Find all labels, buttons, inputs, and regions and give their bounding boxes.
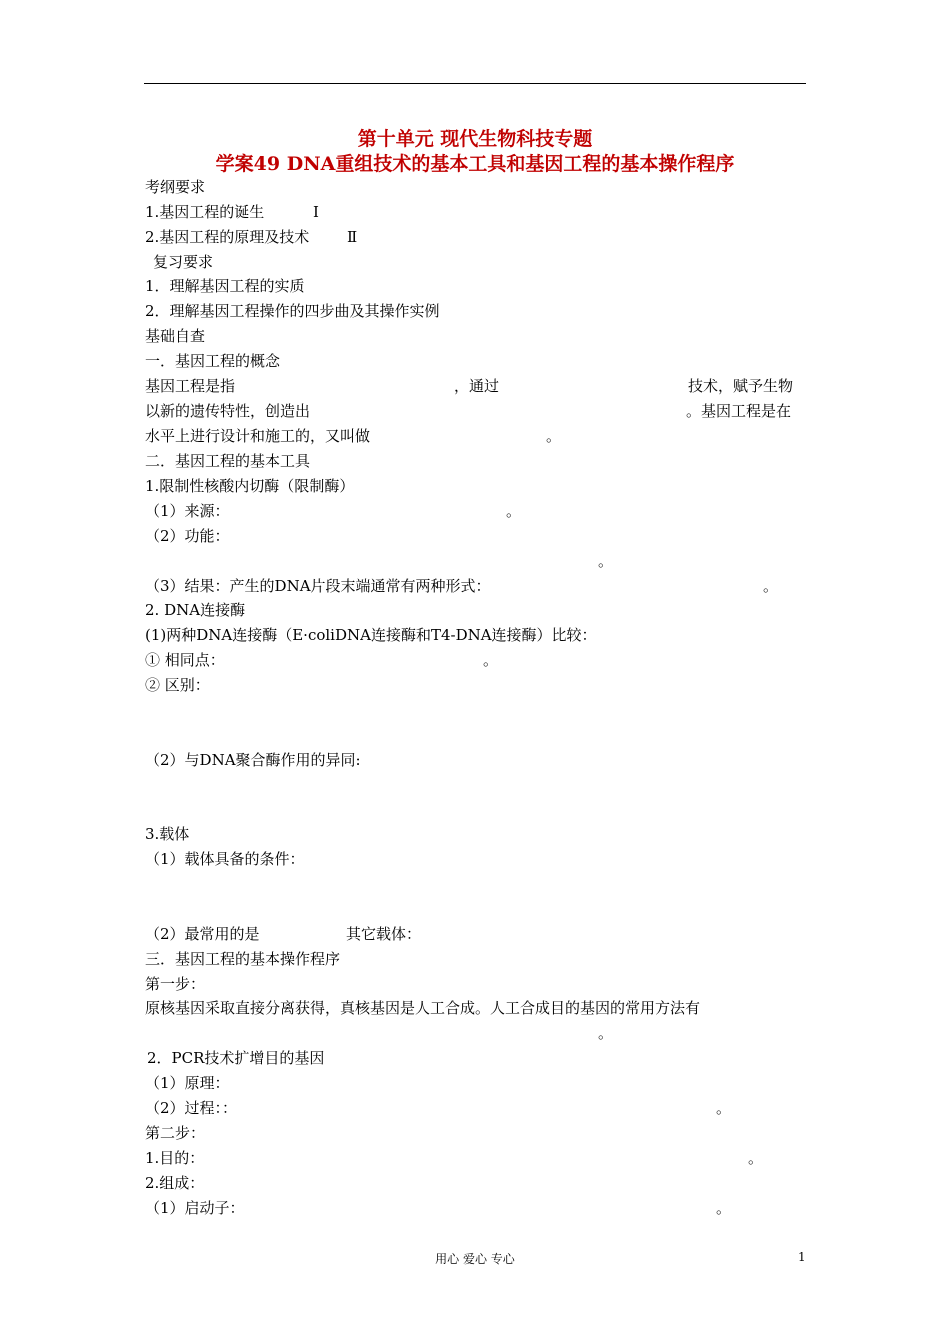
text-line: 三．基因工程的基本操作程序 bbox=[145, 950, 341, 968]
header-rule bbox=[144, 83, 806, 84]
text-line: 。 bbox=[716, 1199, 732, 1217]
text-line: 1.限制性核酸内切酶（限制酶） bbox=[145, 477, 355, 495]
text-line: 第二步： bbox=[145, 1124, 206, 1142]
text-line: （1）载体具备的条件： bbox=[145, 850, 305, 868]
page-number: 1 bbox=[798, 1250, 806, 1264]
text-line: 1.目的： bbox=[145, 1149, 205, 1167]
text-line: （3）结果：产生的DNA片段末端通常有两种形式： bbox=[145, 577, 491, 595]
text-line: 2.组成： bbox=[145, 1174, 205, 1192]
text-line: 。 bbox=[763, 577, 779, 595]
footer-text: 用心 爱心 专心 bbox=[435, 1252, 515, 1266]
text-line: 1.基因工程的诞生 bbox=[145, 203, 265, 221]
text-line: 基因工程是指 bbox=[145, 377, 236, 395]
text-line: 一．基因工程的概念 bbox=[145, 352, 281, 370]
text-line: Ⅱ bbox=[347, 228, 358, 246]
text-line: 。 bbox=[598, 552, 614, 570]
text-line: ① 相同点： bbox=[145, 651, 225, 669]
text-line: 。 bbox=[598, 1024, 614, 1042]
text-line: 技术，赋予生物 bbox=[688, 377, 794, 395]
text-line: 2．理解基因工程操作的四步曲及其操作实例 bbox=[145, 302, 440, 320]
text-line: 考纲要求 bbox=[145, 178, 206, 196]
text-line: 。 bbox=[716, 1099, 732, 1117]
text-line: Ⅰ bbox=[313, 203, 319, 221]
text-line: 2．PCR技术扩增目的基因 bbox=[147, 1049, 325, 1067]
text-line: 复习要求 bbox=[153, 253, 214, 271]
text-line: 。 bbox=[483, 651, 499, 669]
text-line: 以新的遗传特性，创造出 bbox=[145, 402, 311, 420]
text-line: （2）过程：： bbox=[145, 1099, 238, 1117]
text-line: (1)两种DNA连接酶（E·coliDNA连接酶和T4-DNA连接酶）比较： bbox=[145, 626, 597, 644]
text-line: 1．理解基因工程的实质 bbox=[145, 277, 305, 295]
text-line: 。 bbox=[748, 1149, 764, 1167]
text-line: 其它载体： bbox=[346, 925, 422, 943]
text-line: （2）与DNA聚合酶作用的异同: bbox=[145, 751, 361, 769]
lesson-title: 学案49 DNA重组技术的基本工具和基因工程的基本操作程序 bbox=[215, 153, 735, 175]
text-line: （2）功能： bbox=[145, 527, 230, 545]
text-line: 水平上进行设计和施工的，又叫做 bbox=[145, 427, 371, 445]
text-line: 基础自查 bbox=[145, 327, 206, 345]
text-line: ② 区别： bbox=[145, 676, 210, 694]
text-line: 2. DNA连接酶 bbox=[145, 601, 246, 619]
text-line: 原核基因采取直接分离获得，真核基因是人工合成。人工合成目的基因的常用方法有 bbox=[145, 999, 701, 1017]
text-line: 。 bbox=[506, 502, 522, 520]
text-line: 2.基因工程的原理及技术 bbox=[145, 228, 310, 246]
text-line: 。基因工程是在 bbox=[686, 402, 792, 420]
text-line: 。 bbox=[546, 427, 562, 445]
unit-title: 第十单元 现代生物科技专题 bbox=[357, 128, 593, 150]
text-line: ，通过 bbox=[454, 377, 500, 395]
text-line: 第一步： bbox=[145, 975, 206, 993]
text-line: 3.载体 bbox=[145, 825, 190, 843]
text-line: （2）最常用的是 bbox=[145, 925, 260, 943]
text-line: （1）来源： bbox=[145, 502, 230, 520]
text-line: （1）原理： bbox=[145, 1074, 230, 1092]
text-line: 二．基因工程的基本工具 bbox=[145, 452, 311, 470]
text-line: （1）启动子： bbox=[145, 1199, 245, 1217]
